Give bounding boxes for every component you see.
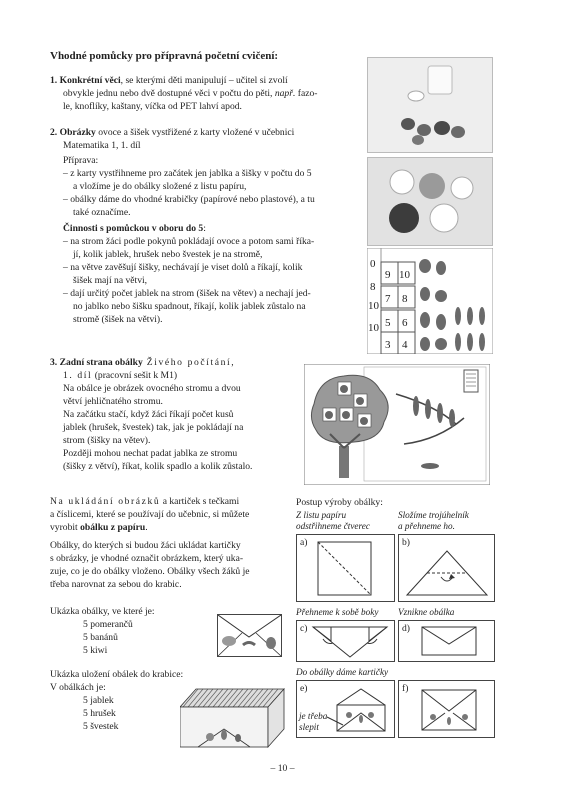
step-f-label: f) (402, 683, 409, 694)
step-a-box (296, 534, 395, 602)
prep-item: – z karty vystřihneme pro začátek jen jablka a šišky v počtu do 5 a vložíme je do obálky složené z listu papíru, (63, 168, 312, 192)
card-digit: 0 (370, 258, 376, 270)
item-1-text: fazo- (295, 88, 318, 99)
sample-block (50, 605, 155, 657)
item-1-title: Konkrétní věci (59, 75, 121, 86)
step-c-caption: Přehneme k sobě boky (296, 607, 379, 617)
sample-title: Ukázka obálky, ve které je: (50, 606, 155, 617)
glue-note: je třeba slepit (299, 711, 328, 732)
item-1-text: obvykle jednu nebo dvě dostupné věci v počtu do pěti, (63, 88, 275, 99)
storage-text: a číslicemi, které se používají do učebnic, si můžete (50, 509, 250, 520)
card-digit: 6 (402, 317, 408, 329)
step-d-label: d) (402, 623, 410, 634)
storage-box-illustration (180, 687, 285, 749)
step-c-box (296, 620, 395, 662)
step-e-box (296, 680, 395, 738)
item-3-book: 1. díl (63, 370, 93, 381)
storage-sample-item: 5 jablek (83, 695, 114, 706)
page-heading: Vhodné pomůcky pro přípravná početní cvičení: (50, 50, 279, 62)
step-f-box (398, 680, 495, 738)
page-number: – 10 – (270, 763, 295, 774)
item-3-text: Na začátku stačí, když žáci říkají počet kusů (63, 409, 234, 420)
storage-sample-item: 5 švestek (83, 721, 119, 732)
item-3-title: Zadní strana obálky (59, 357, 143, 368)
card-digit: 5 (385, 317, 391, 329)
activity-item: – dají určitý počet jablek na strom (šišek na větev) a nechají jed- no jablko nebo šišku spadnout, říkají, kolik jablek zůstalo na stromě (šišek na větvi). (63, 288, 311, 325)
activities-title: Činnosti s pomůckou v oboru do 5 (63, 223, 204, 234)
prep-title: Příprava: (63, 155, 99, 166)
storage-sample-item: 5 hrušek (83, 708, 116, 719)
back-cover-illustration (304, 364, 490, 485)
sample-item: 5 kiwi (83, 645, 108, 656)
item-3-text: (šišky z větví), říkat, kolik spadlo a kolik zůstalo. (63, 461, 253, 472)
prep-item: – obálky dáme do vhodné krabičky (papírové nebo plastové), a tu také označíme. (63, 194, 315, 218)
item-2-number: 2. (50, 127, 58, 138)
item-2: 2. Obrázky ovoce a šišek vystřižené z karty vložené v učebnici Matematika 1, 1. díl Příprava: – z karty vystřihneme pro začátek jen jablka a šišky v počtu do 5 a vložíme je do obálky složené z listu papíru, – obálky dáme do vhodné krabičky (papírové nebo plastové), a tu také označíme. Činnosti s pomůckou v oboru do 5: – na strom žáci podle pokynů pokládají ovoce a potom sami říka- jí, kolik jablek, hrušek nebo švestek je na stromě, – na větve zavěšují šišky, nechávají je viset dolů a říkají, kolik šišek mají na větvi, – dají určitý počet jablek na strom (šišek na větev) a nechají jed- no jablko nebo šišku spadnout, říkají, kolik jablek zůstalo na stromě (šišek na větvi). (50, 126, 358, 326)
item-3-text: Na obálce je obrázek ovocného stromu a dvou (63, 383, 241, 394)
sample-envelope (217, 614, 282, 657)
card-digit: 10 (368, 300, 379, 312)
card-digit: 7 (385, 293, 391, 305)
activity-item: – na větve zavěšují šišky, nechávají je viset dolů a říkají, kolik šišek mají na větvi, (63, 262, 303, 286)
photo-objects (367, 57, 493, 153)
item-3-text: větví jehličnatého stromu. (63, 396, 163, 407)
card-digit: 9 (385, 269, 391, 281)
storage-lead: Na ukládání obrázků (50, 496, 161, 507)
item-3-book: Živého počítání, (142, 357, 236, 368)
item-1-text: , se kterými děti manipulují – učitel si zvolí (120, 75, 288, 86)
card-digit: 8 (370, 281, 376, 293)
item-2-title: Obrázky (59, 127, 96, 138)
item-3-text: strom (šišky na větev). (63, 435, 151, 446)
storage-sample-block (50, 668, 183, 733)
item-2-text: ovoce a šišek vystřižené z karty vložené v učebnici (95, 127, 295, 138)
item-1-example: např. (274, 88, 296, 99)
step-b-box (398, 534, 495, 602)
card-digit: 3 (385, 339, 391, 351)
card-digit: 8 (402, 293, 408, 305)
steps-title: Postup výroby obálky: (296, 497, 383, 508)
card-digit: 4 (402, 339, 408, 351)
storage-sample-title: Ukázka uložení obálek do krabice: (50, 669, 184, 680)
step-b-label: b) (402, 537, 410, 548)
storage-text: Obálky, do kterých si budou žáci ukládat kartičky (50, 540, 241, 551)
step-a-label: a) (300, 537, 308, 548)
item-3-text: jablek (hrušek, švestek) tak, jak je pokládají na (63, 422, 244, 433)
step-b-caption: Složíme trojúhelník a přehneme ho. (398, 510, 469, 531)
item-2-text: Matematika 1, 1. díl (63, 140, 141, 151)
item-1-number: 1. (50, 75, 58, 86)
step-e-caption: Do obálky dáme kartičky (296, 667, 389, 677)
step-d-caption: Vznikne obálka (398, 607, 455, 617)
card-digit: 10 (399, 269, 410, 281)
storage-text: zuje, co je do obálky vloženo. Obálky všech žáků je (50, 566, 250, 577)
item-3-text: (pracovní sešit k M1) (92, 370, 178, 381)
card-digit: 10 (368, 322, 379, 334)
item-3 (50, 356, 300, 473)
photo-caps (367, 157, 493, 246)
storage-text: třeba narovnat za sebou do krabic. (50, 579, 182, 590)
step-d-box (398, 620, 495, 662)
storage-text: s obrázky, je vhodné označit obrázkem, který uka- (50, 553, 244, 564)
item-1 (50, 74, 355, 113)
activity-item: – na strom žáci podle pokynů pokládají ovoce a potom sami říka- jí, kolik jablek, hrušek nebo švestek je na stromě, (63, 236, 315, 260)
storage-section: Na ukládání obrázků a kartiček s tečkami a číslicemi, které se používají do učebnic, si můžete vyrobit obálku z papíru. Obálky, do kterých si budou žáci ukládat kartičky s obrázky, je vhodné označit obrázkem, který uka- zuje, co je do obálky vloženo. Obálky všech žáků je třeba narovnat za sebou do krabic. (50, 495, 290, 591)
number-cards-image (367, 248, 493, 354)
item-3-text: Později mohou nechat padat jablka ze stromu (63, 448, 238, 459)
step-c-label: c) (300, 623, 308, 634)
item-1-text: le, knoflíky, kaštany, víčka od PET lahví apod. (63, 101, 242, 112)
sample-item: 5 banánů (83, 632, 118, 643)
storage-sample-sub: V obálkách je: (50, 682, 106, 693)
sample-item: 5 pomerančů (83, 619, 133, 630)
item-3-number: 3. (50, 357, 58, 368)
step-e-label: e) (300, 683, 308, 694)
step-a-caption: Z listu papíru odstřihneme čtverec (296, 510, 370, 531)
storage-emphasis: obálku z papíru (80, 522, 146, 533)
